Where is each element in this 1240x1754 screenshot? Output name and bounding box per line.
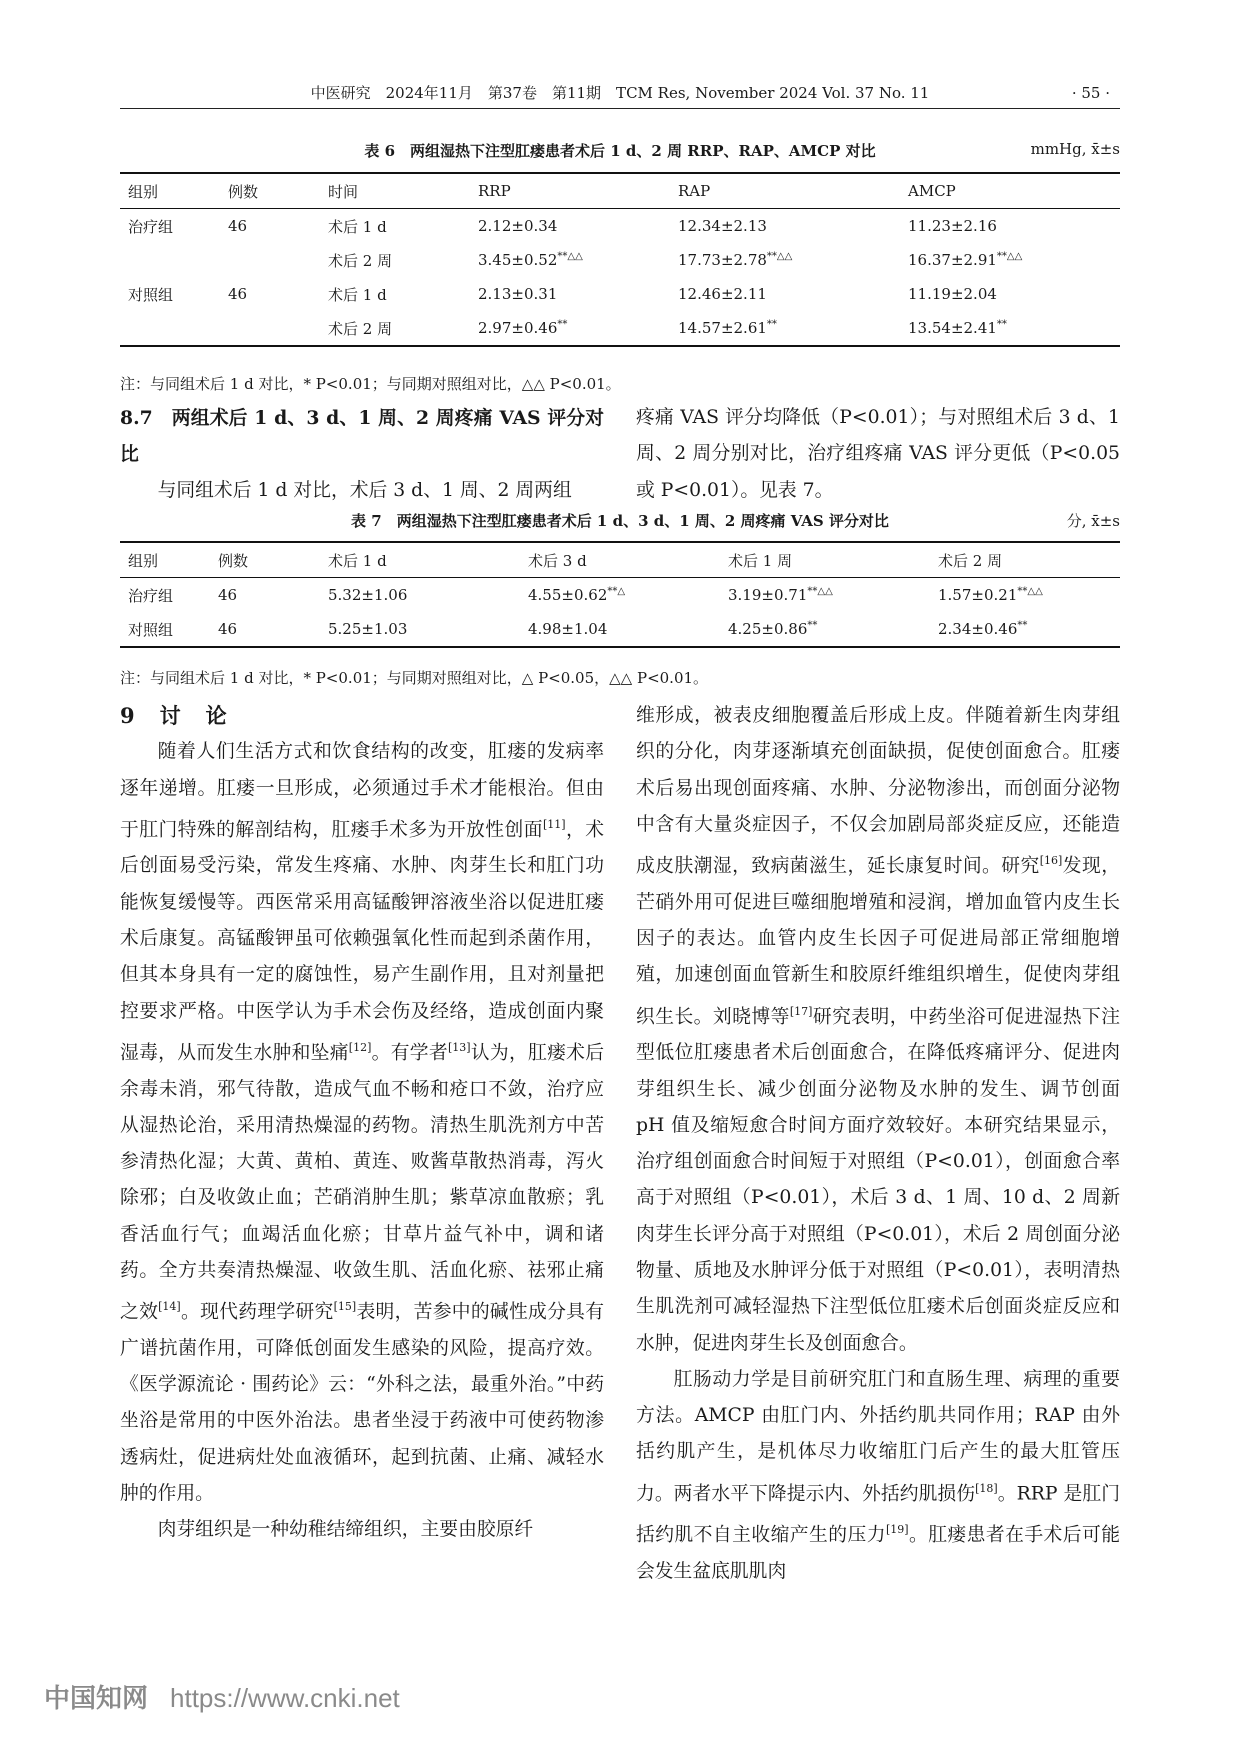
table-row [120,311,1120,346]
significance-mark: ** [807,620,818,631]
col-header: 例数 [220,173,320,209]
paragraph: 疼痛 VAS 评分均降低（P<0.01）；与对照组术后 3 d、1 周、2 周分别对比，治疗组疼痛 VAS 评分更低（P<0.05 或 P<0.01）。见表 7。 [636,407,1120,501]
value: 16.37±2.91 [908,251,997,269]
text-run: 随着人们生活方式和饮食结构的改变，肛瘘的发病率逐年递增。肛瘘一旦形成，必须通过手术才能根治。但由于肛门特殊的解剖结构，肛瘘手术多为开放性创面 [120,741,604,841]
cnki-watermark [44,1678,400,1715]
value: 3.19±0.71 [728,586,808,604]
significance-mark: **△ [607,586,626,597]
cell-n [220,311,320,346]
table-header-row [120,542,1120,578]
section-heading-8-7: 8.7 两组术后 1 d、3 d、1 周、2 周疼痛 VAS 评分对比 [120,407,604,466]
cell-w2 [930,612,1120,647]
cell-d3 [520,612,720,647]
value: 4.98±1.04 [528,620,608,638]
citation: [18] [975,1481,998,1495]
cell-rap [670,311,900,346]
cell-group [120,243,220,277]
text-run: 维形成，被表皮细胞覆盖后形成上皮。伴随着新生肉芽组织的分化，肉芽逐渐填充创面缺损，促使创面愈合。肛瘘术后易出现创面疼痛、水肿、分泌物渗出，而创面分泌物中含有大量炎症因子，不仅会加剧局部炎症反应，还能造成皮肤潮湿，致病菌滋生，延长康复时间。研究 [636,705,1120,877]
col-header: 术后 2 周 [930,542,1120,578]
table6-note: 注：与同组术后 1 d 对比，* P<0.01；与同期对照组对比，△△ P<0.01。 [120,375,621,393]
cell-time: 术后 2 周 [328,251,393,270]
cell-w1 [720,612,930,647]
cell-rrp [470,243,670,277]
table-row [120,612,1120,647]
cell-time: 术后 2 周 [328,319,393,338]
paragraph: 与同组术后 1 d 对比，术后 3 d、1 周、2 周两组 [157,479,572,501]
paragraph [120,734,604,1512]
col-header: 组别 [120,542,210,578]
table-header-row [120,173,1120,209]
text-run: 。RRP 是肛门括约肌不自主收缩产生的压力 [636,1483,1121,1546]
paragraph [636,698,1120,1362]
table7 [120,541,1120,648]
significance-mark: **△△ [557,251,583,262]
table-row [120,277,1120,311]
value: 2.13±0.31 [478,285,558,303]
col-header: 术后 3 d [520,542,720,578]
cell-n: 46 [228,285,248,303]
significance-mark: ** [996,319,1007,330]
col-header: AMCP [900,173,1120,209]
significance-mark: **△△ [1017,586,1043,597]
col-header: 组别 [120,173,220,209]
citation: [13] [447,1040,471,1054]
cell-group [120,311,220,346]
value: 1.57±0.21 [938,586,1018,604]
citation: [12] [348,1040,372,1054]
value: 14.57±2.61 [678,319,767,337]
running-header [120,78,1120,109]
cell-group: 对照组 [128,285,174,304]
cell-group: 治疗组 [128,586,174,605]
citation: [19] [885,1523,909,1537]
citation: [14] [158,1300,181,1314]
section-heading-discussion: 9 讨 论 [120,703,229,728]
table6-unit: mmHg, x̄±s [1030,140,1120,158]
value: 17.73±2.78 [678,251,767,269]
text-run: 认为，肛瘘术后余毒未消，邪气待散，造成气血不畅和疮口不敛，治疗应从湿热论治，采用清热燥湿的药物。清热生肌洗剂方中苦参清热化湿；大黄、黄柏、黄连、败酱草散热消毒，泻火除邪；白及收敛止血；芒硝消肿生肌；紫草凉血散瘀；乳香活血行气；血竭活血化瘀；甘草片益气补中，调和诸药。全方共奏清热燥湿、收敛生肌、活血化瘀、祛邪止痛之效 [120,1042,605,1323]
citation: [16] [1039,854,1063,868]
citation: [17] [789,1004,813,1018]
paragraph: 肉芽组织是一种幼稚结缔组织，主要由胶原纤 [157,1519,534,1541]
paragraph [636,1362,1120,1590]
value: 13.54±2.41 [908,319,997,337]
col-header: RAP [670,173,900,209]
cell-group: 对照组 [128,620,174,639]
col-header: 术后 1 周 [720,542,930,578]
left-column-8-7 [120,400,604,509]
value: 12.46±2.11 [678,285,767,303]
cell-group: 治疗组 [128,217,174,236]
significance-mark: **△△ [996,251,1023,262]
text-run: 发现，芒硝外用可促进巨噬细胞增殖和浸润，增加血管内皮生长因子的表达。血管内皮生长因子可促进局部正常细胞增殖，加速创面血管新生和胶原纤维组织增生，促使肉芽组织生长。刘晓博等 [636,855,1121,1027]
table7-note: 注：与同组术后 1 d 对比，* P<0.01；与同期对照组对比，△ P<0.05，△△ P<0.01。 [120,669,709,687]
right-column-8-7 [636,400,1120,509]
text-run: 。有学者 [371,1042,448,1064]
significance-mark: **△△ [807,586,833,597]
cell-n [220,243,320,277]
journal-info: 中医研究 2024年11月 第37卷 第11期 TCM Res, November 2024 Vol. 37 No. 11 [310,84,930,102]
citation: [15] [333,1300,357,1314]
significance-mark: ** [557,319,568,330]
value: 5.32±1.06 [328,586,408,604]
cell-time: 术后 1 d [328,285,387,304]
table-row [120,578,1120,613]
discussion-left-column [120,698,604,1549]
cell-n: 46 [218,620,238,638]
col-header: 时间 [320,173,470,209]
value: 12.34±2.13 [678,217,767,235]
value: 2.12±0.34 [478,217,558,235]
cell-amcp [900,311,1120,346]
cell-d1 [320,578,520,613]
text-run: 研究表明，中药坐浴可促进湿热下注型低位肛瘘患者术后创面愈合，在降低疼痛评分、促进肉芽组织生长、减少创面分泌物及水肿的发生、调节创面 pH 值及缩短愈合时间方面疗效较好。本研究结果显示，治疗组创面愈合时间短于对照组（P<0.01），创面愈合率高于对照组（P<0.01），术后 3 d、1 周、10 d、2 周新肉芽生长评分高于对照组（P<0.01），术后 2 周创面分泌物量、质地及水肿评分低于对照组（P<0.01），表明清热生肌洗剂可减轻湿热下注型低位肛瘘术后创面炎症反应和水肿，促进肉芽生长及创面愈合。 [636,1005,1121,1354]
col-header: RRP [470,173,670,209]
text-run: 。现代药理学研究 [180,1301,334,1323]
cell-amcp [900,209,1120,244]
cell-rap [670,277,900,311]
col-header: 术后 1 d [320,542,520,578]
cell-rrp [470,277,670,311]
page-number: · 55 · [1071,84,1110,102]
cnki-logo-text: 中国知网 [44,1683,149,1713]
text-run: ，术后创面易受污染，常发生疼痛、水肿、肉芽生长和肛门功能恢复缓慢等。西医常采用高锰酸钾溶液坐浴以促进肛瘘术后康复。高锰酸钾虽可依赖强氧化性而起到杀菌作用，但其本身具有一定的腐蚀性，易产生副作用，且对剂量把控要求严格。中医学认为手术会伤及经络，造成创面内聚湿毒，从而发生水肿和坠痛 [120,819,605,1064]
cell-n: 46 [218,586,238,604]
table-row [120,209,1120,244]
cell-d3 [520,578,720,613]
value: 5.25±1.03 [328,620,408,638]
cnki-url[interactable]: https://www.cnki.net [170,1683,400,1713]
value: 11.19±2.04 [908,285,997,303]
cell-n: 46 [228,217,248,235]
cell-w1 [720,578,930,613]
cell-rrp [470,311,670,346]
text-run: 肛肠动力学是目前研究肛门和直肠生理、病理的重要方法。AMCP 由肛门内、外括约肌共同作用；RAP 由外括约肌产生，是机体尽力收缩肛门后产生的最大肛管压力。两者水平下降提示内、外括约肌损伤 [636,1368,1120,1505]
cell-amcp [900,277,1120,311]
cell-rrp [470,209,670,244]
value: 4.55±0.62 [528,586,608,604]
cell-d1 [320,612,520,647]
discussion-right-column [636,698,1120,1590]
value: 2.34±0.46 [938,620,1018,638]
cell-w2 [930,578,1120,613]
citation: [11] [542,817,566,831]
value: 2.97±0.46 [478,319,558,337]
significance-mark: **△△ [766,251,793,262]
table6 [120,172,1120,347]
cell-amcp [900,243,1120,277]
col-header: 例数 [210,542,320,578]
cell-rap [670,209,900,244]
value: 3.45±0.52 [478,251,558,269]
value: 11.23±2.16 [908,217,997,235]
table7-caption: 表 7 两组湿热下注型肛瘘患者术后 1 d、3 d、1 周、2 周疼痛 VAS 评分对比 [351,512,889,530]
text-run: 。肛瘘患者在手术后可能会发生盆底肌肌肉 [636,1524,1121,1582]
value: 4.25±0.86 [728,620,808,638]
table-row [120,243,1120,277]
table7-unit: 分, x̄±s [1066,512,1120,530]
table6-caption: 表 6 两组湿热下注型肛瘘患者术后 1 d、2 周 RRP、RAP、AMCP 对比 [364,142,876,160]
cell-rap [670,243,900,277]
text-run: 表明，苦参中的碱性成分具有广谱抗菌作用，可降低创面发生感染的风险，提高疗效。《医学源流论 · 围药论》云：“外科之法，最重外治。”中药坐浴是常用的中医外治法。患者坐浸于药液中可使药物渗透病灶，促进病灶处血液循环，起到抗菌、止痛、减轻水肿的作用。 [120,1301,605,1505]
cell-time: 术后 1 d [328,217,387,236]
significance-mark: ** [1017,620,1028,631]
significance-mark: ** [766,319,777,330]
